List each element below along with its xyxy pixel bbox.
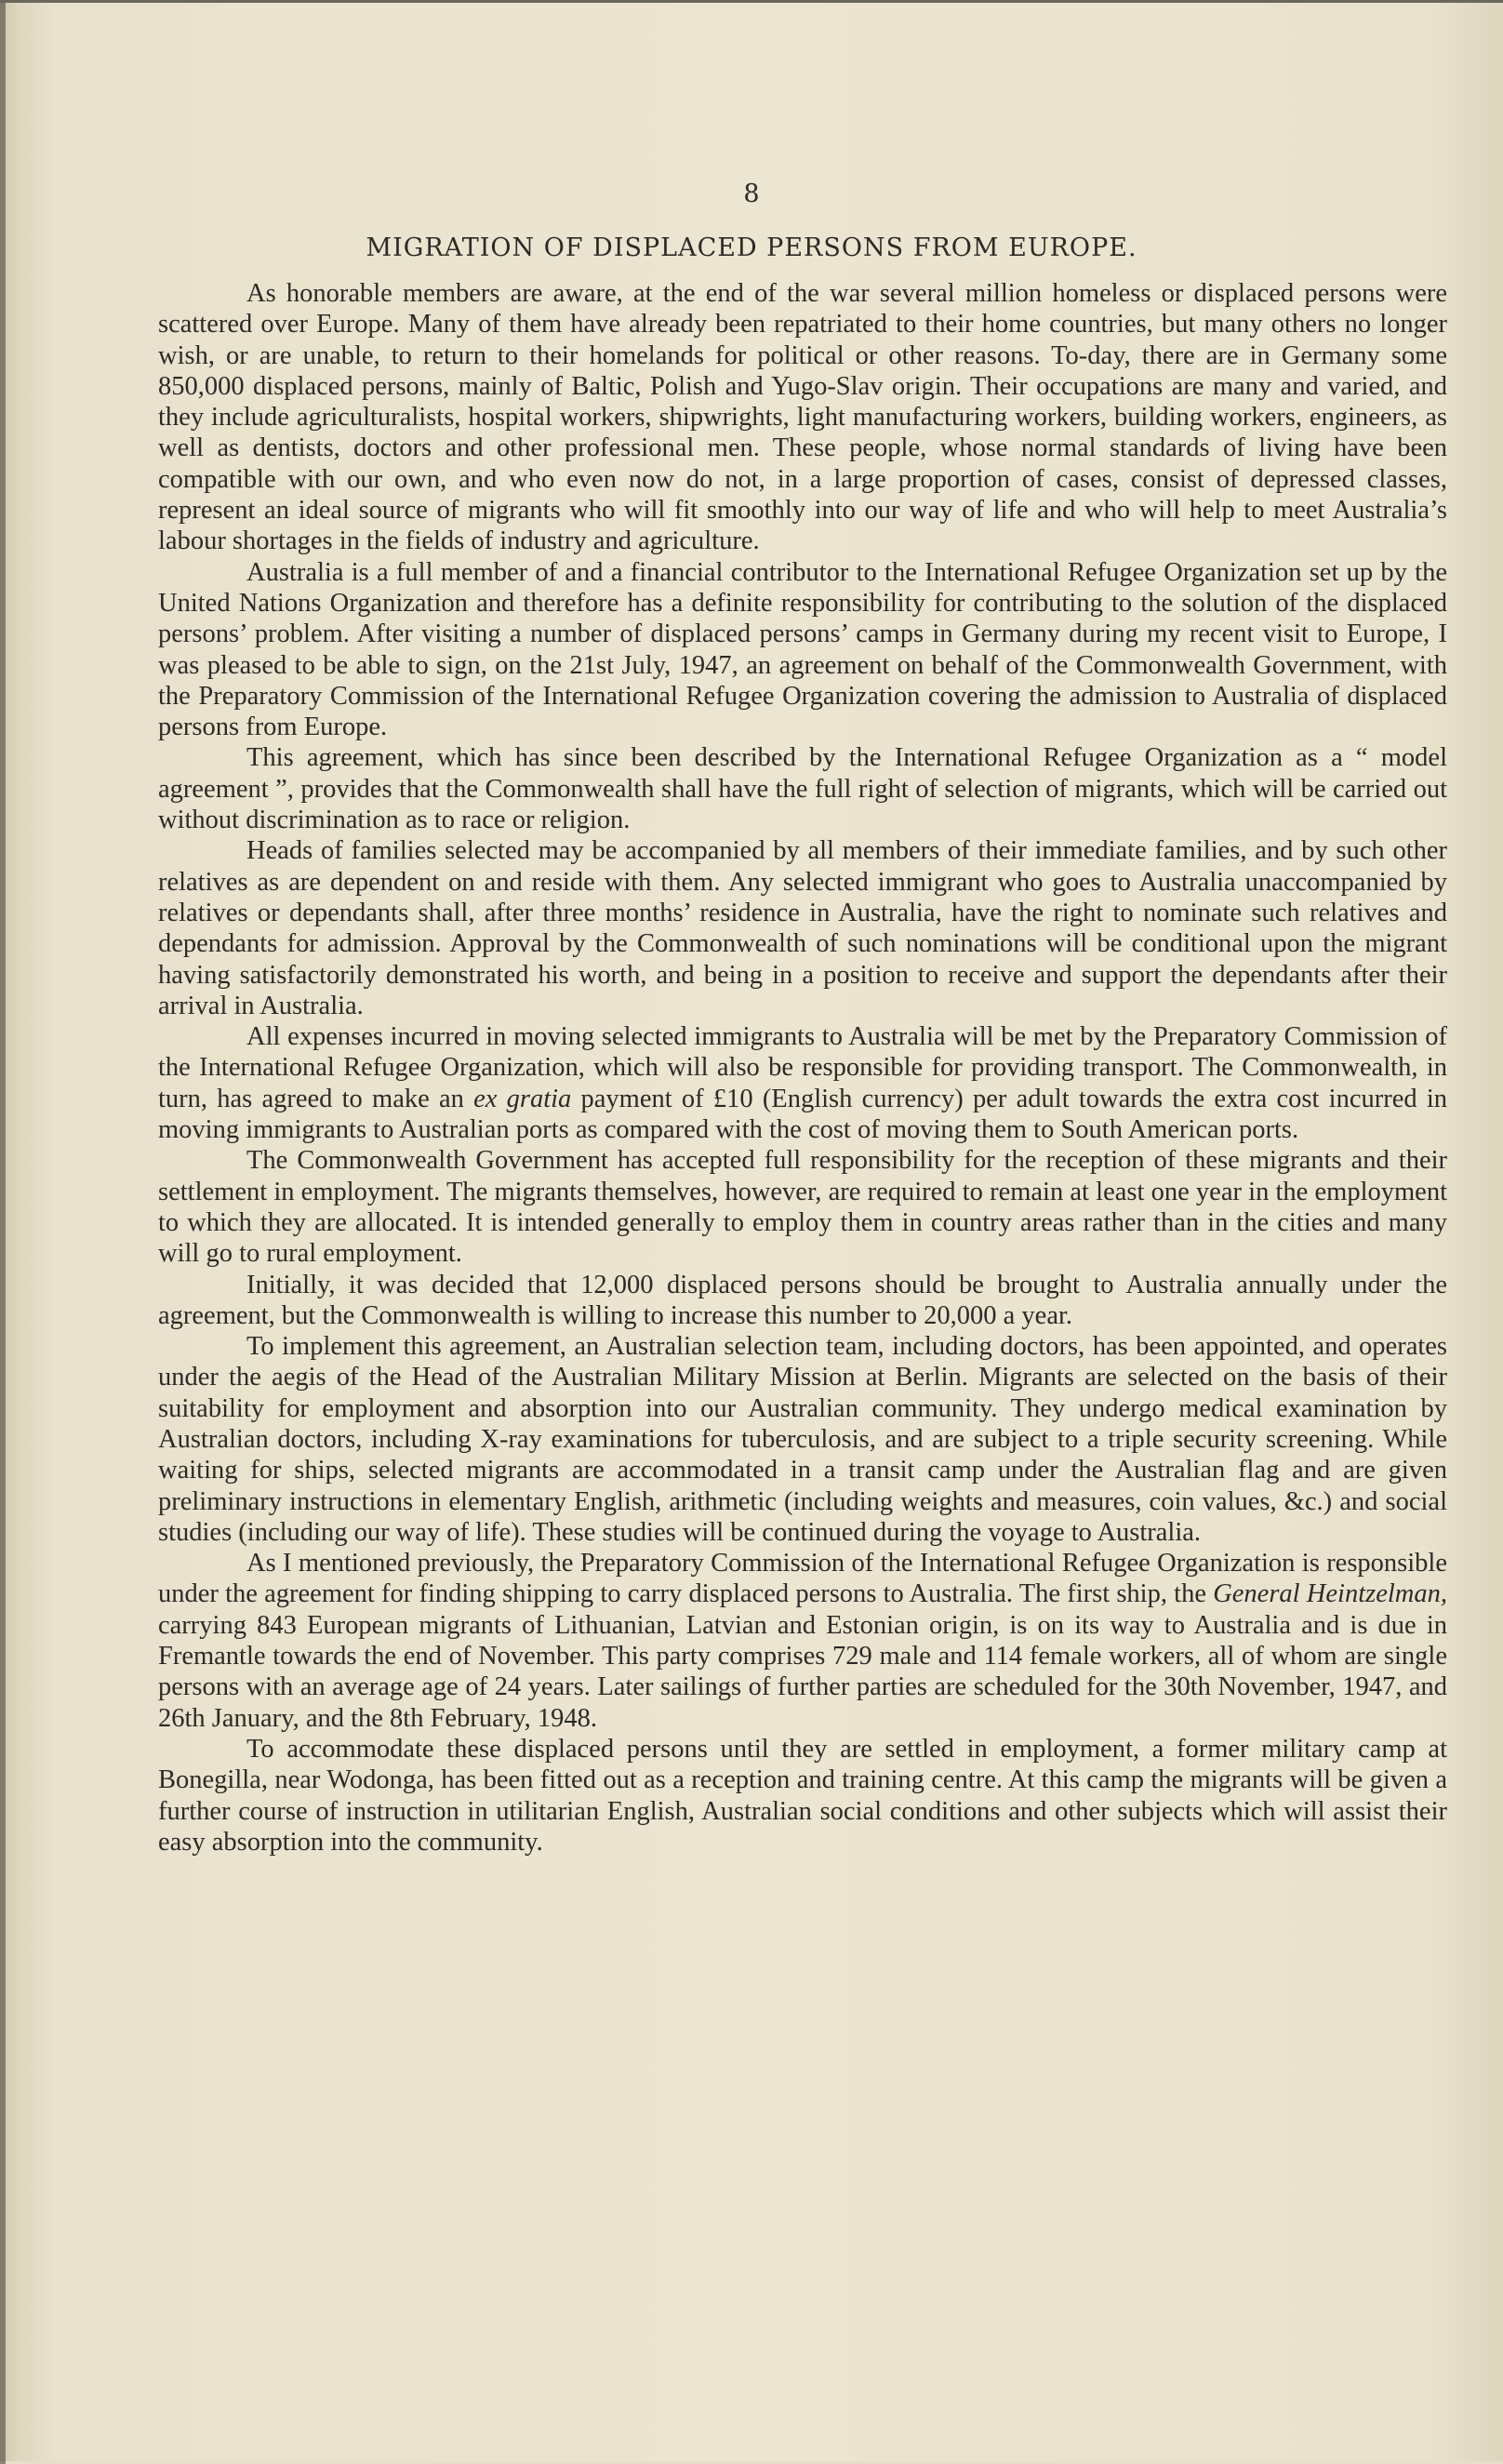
paragraph	[158, 742, 1447, 835]
paragraph	[158, 1021, 1447, 1145]
paragraph-text: carrying 843 European migrants of Lithuanian, Latvian and Estonian origin, is on its way to Australia and is due in Fremantle towards the end of November. This party comprises 729 male and 114 female workers, all of whom are single persons with an average age of 24 years. Later sailings of further parties are scheduled for the 30th November, 1947, and 26th January, and the 8th February, 1948.	[158, 1610, 1447, 1733]
paragraph-text: Australia is a full member of and a financial contributor to the International Refugee Organization set up by the United Nations Organization and therefore has a definite responsibility for contributing to the solution of the displaced persons’ problem. After visiting a number of displaced persons’ camps in Germany during my recent visit to Europe, I was pleased to be able to sign, on the 21st July, 1947, an agreement on behalf of the Commonwealth Government, with the Preparatory Commission of the International Refugee Organization covering the admission to Australia of displaced persons from Europe.	[158, 557, 1447, 742]
page-number: 8	[743, 180, 760, 208]
paragraph-text: The Commonwealth Government has accepted full responsibility for the reception of these migrants and their settlement in employment. The migrants themselves, however, are required to remain at least one year in the employment to which they are allocated. It is intended generally to employ them in country areas rather than in the cities and many will go to rural employment.	[158, 1146, 1447, 1269]
paragraph	[158, 1331, 1447, 1548]
paragraph	[158, 1270, 1447, 1332]
paragraph-text: To accommodate these displaced persons until they are settled in employment, a former military camp at Bonegilla, near Wodonga, has been fitted out as a reception and training centre. At this camp the migrants will be given a further course of instruction in utilitarian English, Australian social conditions and other subjects which will assist their easy absorption into the community.	[158, 1734, 1447, 1857]
page-left-edge-shadow	[0, 3, 6, 2464]
paragraph-text: This agreement, which has since been described by the International Refugee Organization as a “ model agreement ”, provides that the Commonwealth shall have the full right of selection of migrants, which will be carried out without discrimination as to race or religion.	[158, 743, 1447, 835]
paragraph-text: Initially, it was decided that 12,000 displaced persons should be brought to Australia annually under the agreement, but the Commonwealth is willing to increase this number to 20,000 a year.	[158, 1270, 1447, 1330]
paragraph	[158, 1145, 1447, 1269]
paragraph-text: As I mentioned previously, the Preparatory Commission of the International Refugee Organization is responsible under the agreement for finding shipping to carry displaced persons to Australia. The first ship, the	[158, 1549, 1447, 1609]
paragraph	[158, 1548, 1447, 1734]
page-title: MIGRATION OF DISPLACED PERSONS FROM EUROPE.	[366, 233, 1137, 262]
paragraph	[158, 1734, 1447, 1858]
italic-text: General Heintzelman,	[1213, 1579, 1447, 1609]
italic-text: ex gratia	[473, 1084, 572, 1113]
paragraph-text: All expenses incurred in moving selected immigrants to Australia will be met by the Preparatory Commission of the International Refugee Organization, which will also be responsible for providing transport. The Commonwealth, in turn, has agreed to make an	[158, 1022, 1447, 1113]
paragraph	[158, 835, 1447, 1021]
paragraph	[158, 557, 1447, 743]
paragraph	[158, 278, 1447, 557]
paragraph-text: As honorable members are aware, at the end of the war several million homeless or displaced persons were scattered over Europe. Many of them have already been repatriated to their home countries, but many others no longer wish, or are unable, to return to their homelands for political or other reasons. To-day, there are in Germany some 850,000 displaced persons, mainly of Baltic, Polish and Yugo-Slav origin. Their occupations are many and varied, and they include agriculturalists, hospital workers, shipwrights, light manufacturing workers, building workers, engineers, as well as dentists, doctors and other professional men. These people, whose normal standards of living have been compatible with our own, and who even now do not, in a large proportion of cases, consist of depressed classes, represent an ideal source of migrants who will fit smoothly into our way of life and who will help to meet Australia’s labour shortages in the fields of industry and agriculture.	[158, 279, 1447, 556]
paragraph-text: To implement this agreement, an Australian selection team, including doctors, has been appointed, and operates under the aegis of the Head of the Australian Military Mission at Berlin. Migrants are selected on the basis of their suitability for employment and absorption into our Australian community. They undergo medical examination by Australian doctors, including X-ray examinations for tuberculosis, and are subject to a triple security screening. While waiting for ships, selected migrants are accommodated in a transit camp under the Australian flag and are given preliminary instructions in elementary English, arithmetic (including weights and measures, coin values, &c.) and social studies (including our way of life). These studies will be continued during the voyage to Australia.	[158, 1332, 1447, 1547]
paragraph-text: payment of £10 (English currency) per adult towards the extra cost incurred in moving immigrants to Australian ports as compared with the cost of moving them to South American ports.	[158, 1084, 1447, 1145]
paragraph-text: Heads of families selected may be accompanied by all members of their immediate families, and by such other relatives as are dependent on and reside with them. Any selected immigrant who goes to Australia unaccompanied by relatives or dependants shall, after three months’ residence in Australia, have the right to nominate such relatives and dependants for admission. Approval by the Commonwealth of such nominations will be conditional upon the migrant having satisfactorily demonstrated his worth, and being in a position to receive and support the dependants after their arrival in Australia.	[158, 836, 1447, 1020]
body-text	[158, 278, 1447, 1858]
